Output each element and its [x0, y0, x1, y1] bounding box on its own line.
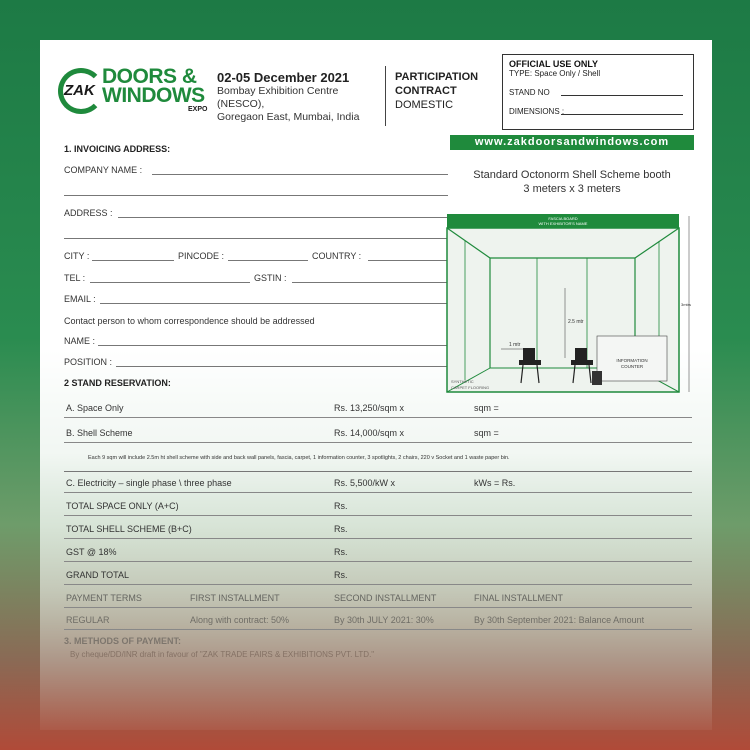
- payment-r1: Along with contract: 50%: [190, 615, 290, 625]
- invoicing-title: 1. INVOICING ADDRESS:: [64, 144, 171, 154]
- pincode-input[interactable]: [228, 260, 308, 261]
- booth-title-line2: 3 meters x 3 meters: [523, 183, 621, 195]
- booth-diagram: [445, 208, 695, 398]
- row-label: TOTAL SPACE ONLY (A+C): [66, 501, 179, 511]
- position-label: POSITION :: [64, 357, 113, 367]
- header-divider: [385, 66, 386, 126]
- chair-1-icon: [523, 348, 535, 360]
- methods-title: 3. METHODS OF PAYMENT:: [64, 636, 182, 646]
- gstin-label: GSTIN :: [254, 273, 287, 283]
- logo-zak: ZAK: [64, 82, 95, 99]
- stand-title: 2 STAND RESERVATION:: [64, 378, 171, 388]
- stand-no-label: STAND NO: [509, 88, 550, 97]
- counter-label2: COUNTER: [620, 364, 644, 369]
- event-venue-line1: Bombay Exhibition Centre (NESCO),: [217, 85, 339, 110]
- fascia-label1: FASCIA BOARD: [548, 216, 578, 221]
- chair-1-seat: [519, 360, 541, 365]
- pincode-label: PINCODE :: [178, 251, 225, 261]
- email-input[interactable]: [100, 303, 448, 304]
- address-label: ADDRESS :: [64, 208, 113, 218]
- row-rate[interactable]: Rs.: [334, 547, 348, 557]
- payment-second: SECOND INSTALLMENT: [334, 593, 437, 603]
- row-rate: Rs. 13,250/sqm x: [334, 403, 405, 413]
- width-mark: 1 mtr: [509, 342, 521, 348]
- booth-title: [450, 168, 694, 196]
- official-use-box: [502, 54, 694, 130]
- country-input[interactable]: [368, 260, 448, 261]
- payment-regular-row: [64, 610, 692, 630]
- row-rate[interactable]: Rs.: [334, 501, 348, 511]
- logo-expo: EXPO: [188, 106, 208, 113]
- chair-2-icon: [575, 348, 587, 360]
- name-label: NAME :: [64, 336, 96, 346]
- table-row: [64, 473, 692, 493]
- counter-label1: INFORMATION: [616, 358, 648, 363]
- event-venue-line2: Goregaon East, Mumbai, India: [217, 111, 360, 123]
- address-input-line2[interactable]: [64, 238, 448, 239]
- expo-logo: [58, 62, 208, 122]
- payment-final: FINAL INSTALLMENT: [474, 593, 564, 603]
- official-type: TYPE: Space Only / Shell: [509, 69, 601, 78]
- table-row: [64, 423, 692, 443]
- country-label: COUNTRY :: [312, 251, 362, 261]
- dimensions-label: DIMENSIONS :: [509, 107, 565, 116]
- row-rate: Rs. 5,500/kW x: [334, 478, 396, 488]
- booth-title-line1: Standard Octonorm Shell Scheme booth: [473, 169, 671, 181]
- row-label: GRAND TOTAL: [66, 570, 130, 580]
- table-row: [64, 398, 692, 418]
- tel-input[interactable]: [90, 282, 250, 283]
- payment-first: FIRST INSTALLMENT: [190, 593, 280, 603]
- city-input[interactable]: [92, 260, 174, 261]
- logo-doors: DOORS &: [102, 65, 197, 88]
- event-date: 02-05 December 2021: [217, 70, 350, 85]
- row-rate: Rs. 14,000/sqm x: [334, 428, 405, 438]
- payment-terms: PAYMENT TERMS: [66, 593, 142, 603]
- city-label: CITY :: [64, 251, 90, 261]
- logo-windows: WINDOWS: [102, 84, 205, 107]
- payment-regular: REGULAR: [66, 615, 110, 625]
- event-info: [217, 70, 387, 124]
- carpet-label1: SYNTHETIC: [451, 379, 474, 384]
- row-unit[interactable]: kWs = Rs.: [474, 478, 516, 488]
- dimensions-line: [561, 114, 683, 115]
- row-unit[interactable]: sqm =: [474, 403, 499, 413]
- table-row: [64, 542, 692, 562]
- height-mark: 2.5 mtr: [568, 319, 584, 325]
- carpet-label2: CARPET FLOORING: [451, 385, 490, 390]
- methods-line1: By cheque/DD/INR draft in favour of "ZAK TRADE FAIRS & EXHIBITIONS PVT. LTD.": [70, 650, 375, 659]
- payment-r3: By 30th September 2021: Balance Amount: [474, 615, 645, 625]
- position-input[interactable]: [116, 366, 448, 367]
- fascia-label2: WITH EXHIBITOR'S NAME: [538, 221, 588, 226]
- contract-type: [395, 70, 490, 112]
- row-label: A. Space Only: [66, 403, 124, 413]
- row-unit[interactable]: sqm =: [474, 428, 499, 438]
- tel-label: TEL :: [64, 273, 86, 283]
- email-label: EMAIL :: [64, 294, 96, 304]
- row-rate[interactable]: Rs.: [334, 570, 348, 580]
- contract-line2: CONTRACT: [395, 85, 457, 97]
- contract-line1: PARTICIPATION: [395, 71, 479, 83]
- row-label: B. Shell Scheme: [66, 428, 133, 438]
- company-input[interactable]: [152, 174, 448, 175]
- row-label: TOTAL SHELL SCHEME (B+C): [66, 524, 192, 534]
- row-label: C. Electricity – single phase \ three phase: [66, 478, 232, 488]
- table-row: [64, 519, 692, 539]
- website-url[interactable]: www.zakdoorsandwindows.com: [450, 135, 694, 150]
- official-title: OFFICIAL USE ONLY: [509, 59, 599, 69]
- stand-no-line: [561, 95, 683, 96]
- table-row: [64, 565, 692, 585]
- stand-no-field[interactable]: [509, 88, 687, 97]
- row-rate[interactable]: Rs.: [334, 524, 348, 534]
- note-divider: [64, 471, 692, 472]
- contract-sheet: [40, 40, 712, 730]
- contact-note: Contact person to whom correspondence should be addressed: [64, 316, 315, 326]
- shell-scheme-note: Each 9 sqm will include 2.5m ht shell scheme with side and back wall panels, fascia, carpet, 1 information counter, 3 spotlights, 2 chairs, 220 v Socket and 1 waste paper bin.: [88, 455, 510, 461]
- table-row: [64, 496, 692, 516]
- payment-header-row: [64, 588, 692, 608]
- gstin-input[interactable]: [292, 282, 448, 283]
- name-input[interactable]: [98, 345, 448, 346]
- side-mark: 3mtrs: [681, 302, 691, 307]
- row-label: GST @ 18%: [66, 547, 117, 557]
- address-input[interactable]: [118, 217, 448, 218]
- company-input-line2[interactable]: [64, 195, 448, 196]
- waste-bin-icon: [592, 371, 602, 385]
- company-label: COMPANY NAME :: [64, 165, 143, 175]
- header: [40, 40, 712, 138]
- dimensions-field[interactable]: [509, 107, 687, 116]
- chair-2-seat: [571, 360, 593, 365]
- payment-r2: By 30th JULY 2021: 30%: [334, 615, 434, 625]
- contract-line3: DOMESTIC: [395, 99, 454, 111]
